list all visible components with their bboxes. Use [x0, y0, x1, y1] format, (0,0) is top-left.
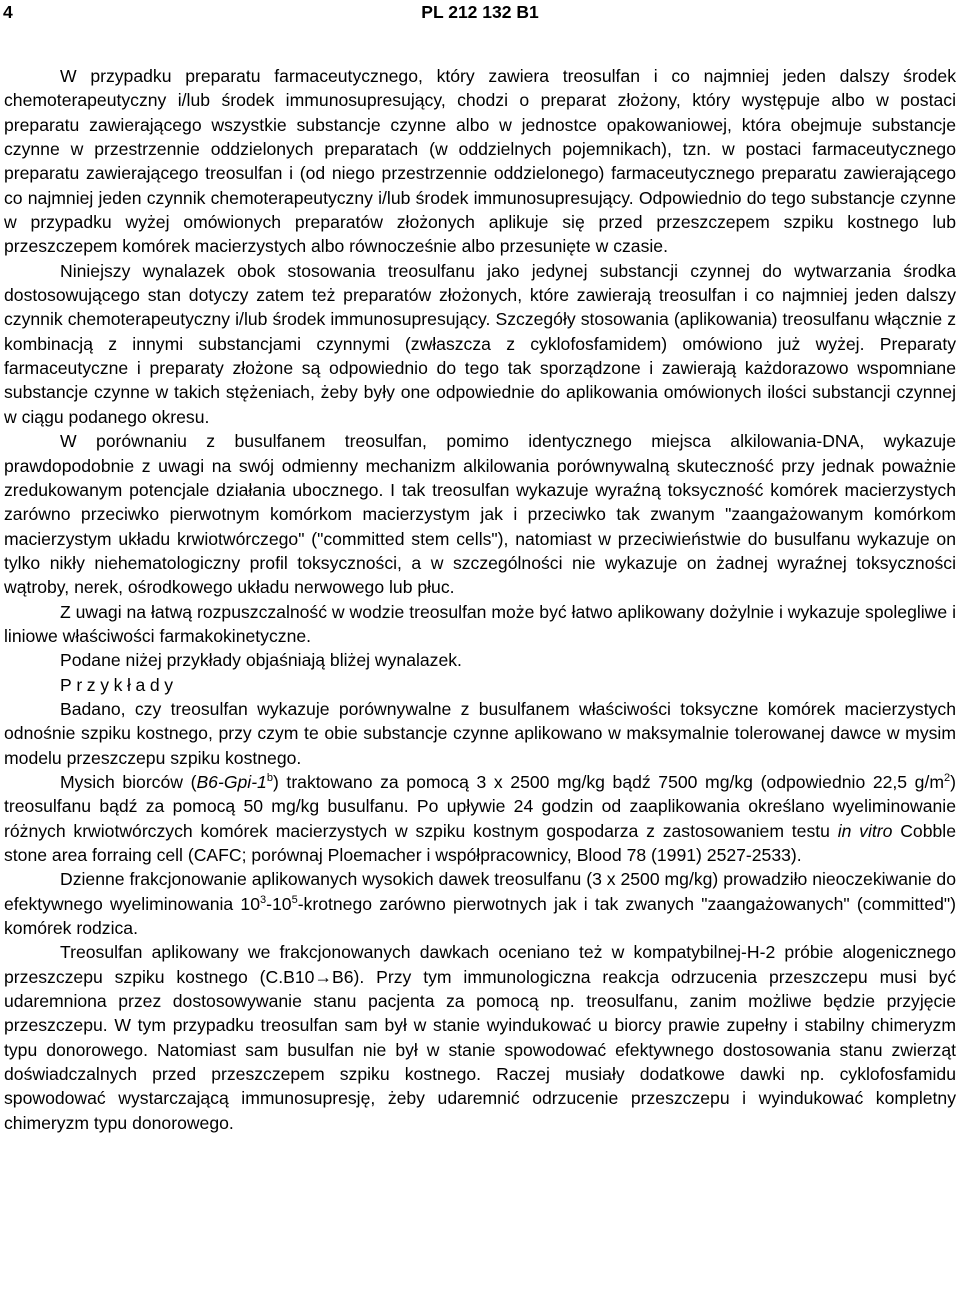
- paragraph-allogeneic-transplant: Treosulfan aplikowany we frakcjonowanych dawkach oceniano też w kompatybilnej-H-2 próbie alogenicznego przeszczepu szpiku kostnego (C.B10→B6). Przy tym immunologiczna reakcja odrzucenia przeszczepu musi być udaremniona przez dostosowywanie stanu pacjenta za pomocą np. treosulfanu, zanim możliwe będzie przyjęcie przeszczepu. W tym przypadku treosulfan sam był w stanie wyindukować u biorcy prawie zupełny i stabilny chimeryzm typu donorowego. Natomiast sam busulfan nie był w stanie spowodować efektywnego dostosowania stanu zwierząt doświadczalnych przed przeszczepem szpiku kostnego. Raczej musiały dodatkowe dawki np. cyklofosfamidu spowodować wystarczającą immunosupresję, żeby udaremnić odrzucenie przeszczepu i wyindukować kompletny chimeryzm typu donorowego.: [4, 942, 956, 1133]
- paragraph-invention-scope: Niniejszy wynalazek obok stosowania treosulfanu jako jedynej substancji czynnej do wytwarzania środka dostosowującego stan dotyczy zatem też preparatów złożonych, które zawierają treosulfan i co najmniej jeden dalszy czynnik chemoterapeutyczny i/lub środek immunosupresujący. Szczegóły stosowania (aplikowania) treosulfanu włącznie z kombinacją z innymi substancjami czynnymi (zwłaszcza z cyklofosfamidem) omówiono już wyżej. Preparaty farmaceutyczne i preparaty złożone są odpowiednio do tego tak sporządzone i zawierają każdorazowo wspomniane substancje czynne w takich stężeniach, żeby były one odpowiednie do aplikowania omówionych ilości substancji czynnej w ciągu podanego okresu.: [4, 260, 956, 427]
- text-run: Cobble stone area forraing cell (CAFC; porównaj Ploemacher i współpracownicy, Blood 78 (1991) 2527-2533).: [4, 820, 956, 865]
- examples-heading: Przykłady: [60, 674, 178, 695]
- superscript: 5: [291, 893, 298, 906]
- paragraph-busulfan-comparison: W porównaniu z busulfanem treosulfan, pomimo identycznego miejsca alkilowania-DNA, wykazuje prawdopodobnie z uwagi na swój odmienny mechanizm alkilowania porównywalną skuteczność przy jednak poważnie zredukowanym potencjale działania ubocznego. I tak treosulfan wykazuje wyraźną toksyczność komórek macierzystych zarówno przeciwko pierwotnym komórkom macierzystym jak i przeciwko tak zwanym "zaangażowanym komórkom macierzystym układu krwiotwórczego" ("committed stem cells"), natomiast w przeciwieństwie do busulfanu wykazuje on tylko nikły niehematologiczny profil toksyczności, a w szczególności nie wykazuje on żadnej wyraźnej toksyczności wątroby, nerek, ośrodkowego układu nerwowego lub płuc.: [4, 431, 956, 598]
- paragraph-solubility: Z uwagi na łatwą rozpuszczalność w wodzie treosulfan może być łatwo aplikowany dożylnie i wykazuje spolegliwe i liniowe właściwości farmakokinetyczne.: [4, 601, 956, 646]
- paragraph-examples-intro: Podane niżej przykłady objaśniają bliżej wynalazek.: [60, 650, 462, 671]
- superscript: 3: [260, 893, 267, 906]
- in-vitro-term: in vitro: [837, 820, 893, 841]
- superscript: b: [266, 771, 273, 784]
- paragraph-composite-preparations: W przypadku preparatu farmaceutycznego, który zawiera treosulfan i co najmniej jeden dalszy środek chemoterapeutyczny i/lub środek immunosupresujący, chodzi o preparat złożony, który występuje albo w postaci preparatu zawierającego wszystkie substancje czynne albo w jednostce opakowaniowej, która obejmuje substancje czynne w przestrzennie oddzielonych preparatach (w oddzielnych pojemnikach), tzn. w postaci farmaceutycznego preparatu zawierającego treosulfan i (od niego przestrzennie oddzielonego) farmaceutycznego preparatu zawierającego co najmniej jeden czynnik chemoterapeutyczny i/lub środek immunosupresujący. Odpowiednio do tego substancje czynne w przypadku wyżej omówionych preparatów złożonych aplikuje się przed przeszczepem szpiku kostnego lub przeszczepem komórek macierzystych albo równocześnie albo przesunięte w czasie.: [4, 66, 956, 257]
- paragraph-toxicity-study: Badano, czy treosulfan wykazuje porównywalne z busulfanem właściwości toksyczne komórek macierzystych odnośnie szpiku kostnego, przy czym te obie substancje czynne aplikowano w maksymalnie tolerowanej dawce w mysim modelu przeszczepu szpiku kostnego.: [4, 698, 956, 768]
- text-run: Dzienne frakcjonowanie aplikowanych wysokich dawek treosulfanu (3 x 2500 mg/kg) prowadziło nieoczekiwanie do efektywnego wyeliminowania 10: [4, 869, 956, 914]
- text-run: ) treosulfanu bądź za pomocą 50 mg/kg busulfanu. Po upływie 24 godzin od zaaplikowania określano wyeliminowanie różnych krwiotwórczych komórek macierzystych w szpiku kostnym gospodarza z zastosowaniem testu: [4, 771, 956, 841]
- document-body: [4, 64, 956, 1135]
- text-run: ) traktowano za pomocą 3 x 2500 mg/kg bądź 7500 mg/kg (odpowiednio 22,5 g/m: [272, 771, 945, 792]
- superscript: 2: [944, 771, 951, 784]
- page-header: [3, 2, 957, 26]
- text-run: -krotnego zarówno pierwotnych jak i tak zwanych "zaangażowanych" (committed") komórek rodzica.: [4, 893, 956, 939]
- strain-name: B6-Gpi-1: [196, 771, 267, 792]
- paragraph-fractionation: [4, 867, 956, 940]
- paragraph-mouse-recipients: [4, 770, 956, 867]
- page-number: 4: [3, 2, 13, 22]
- text-run: -10: [266, 893, 292, 914]
- document-id: PL 212 132 B1: [421, 2, 539, 22]
- text-run: Mysich biorców (: [60, 771, 197, 792]
